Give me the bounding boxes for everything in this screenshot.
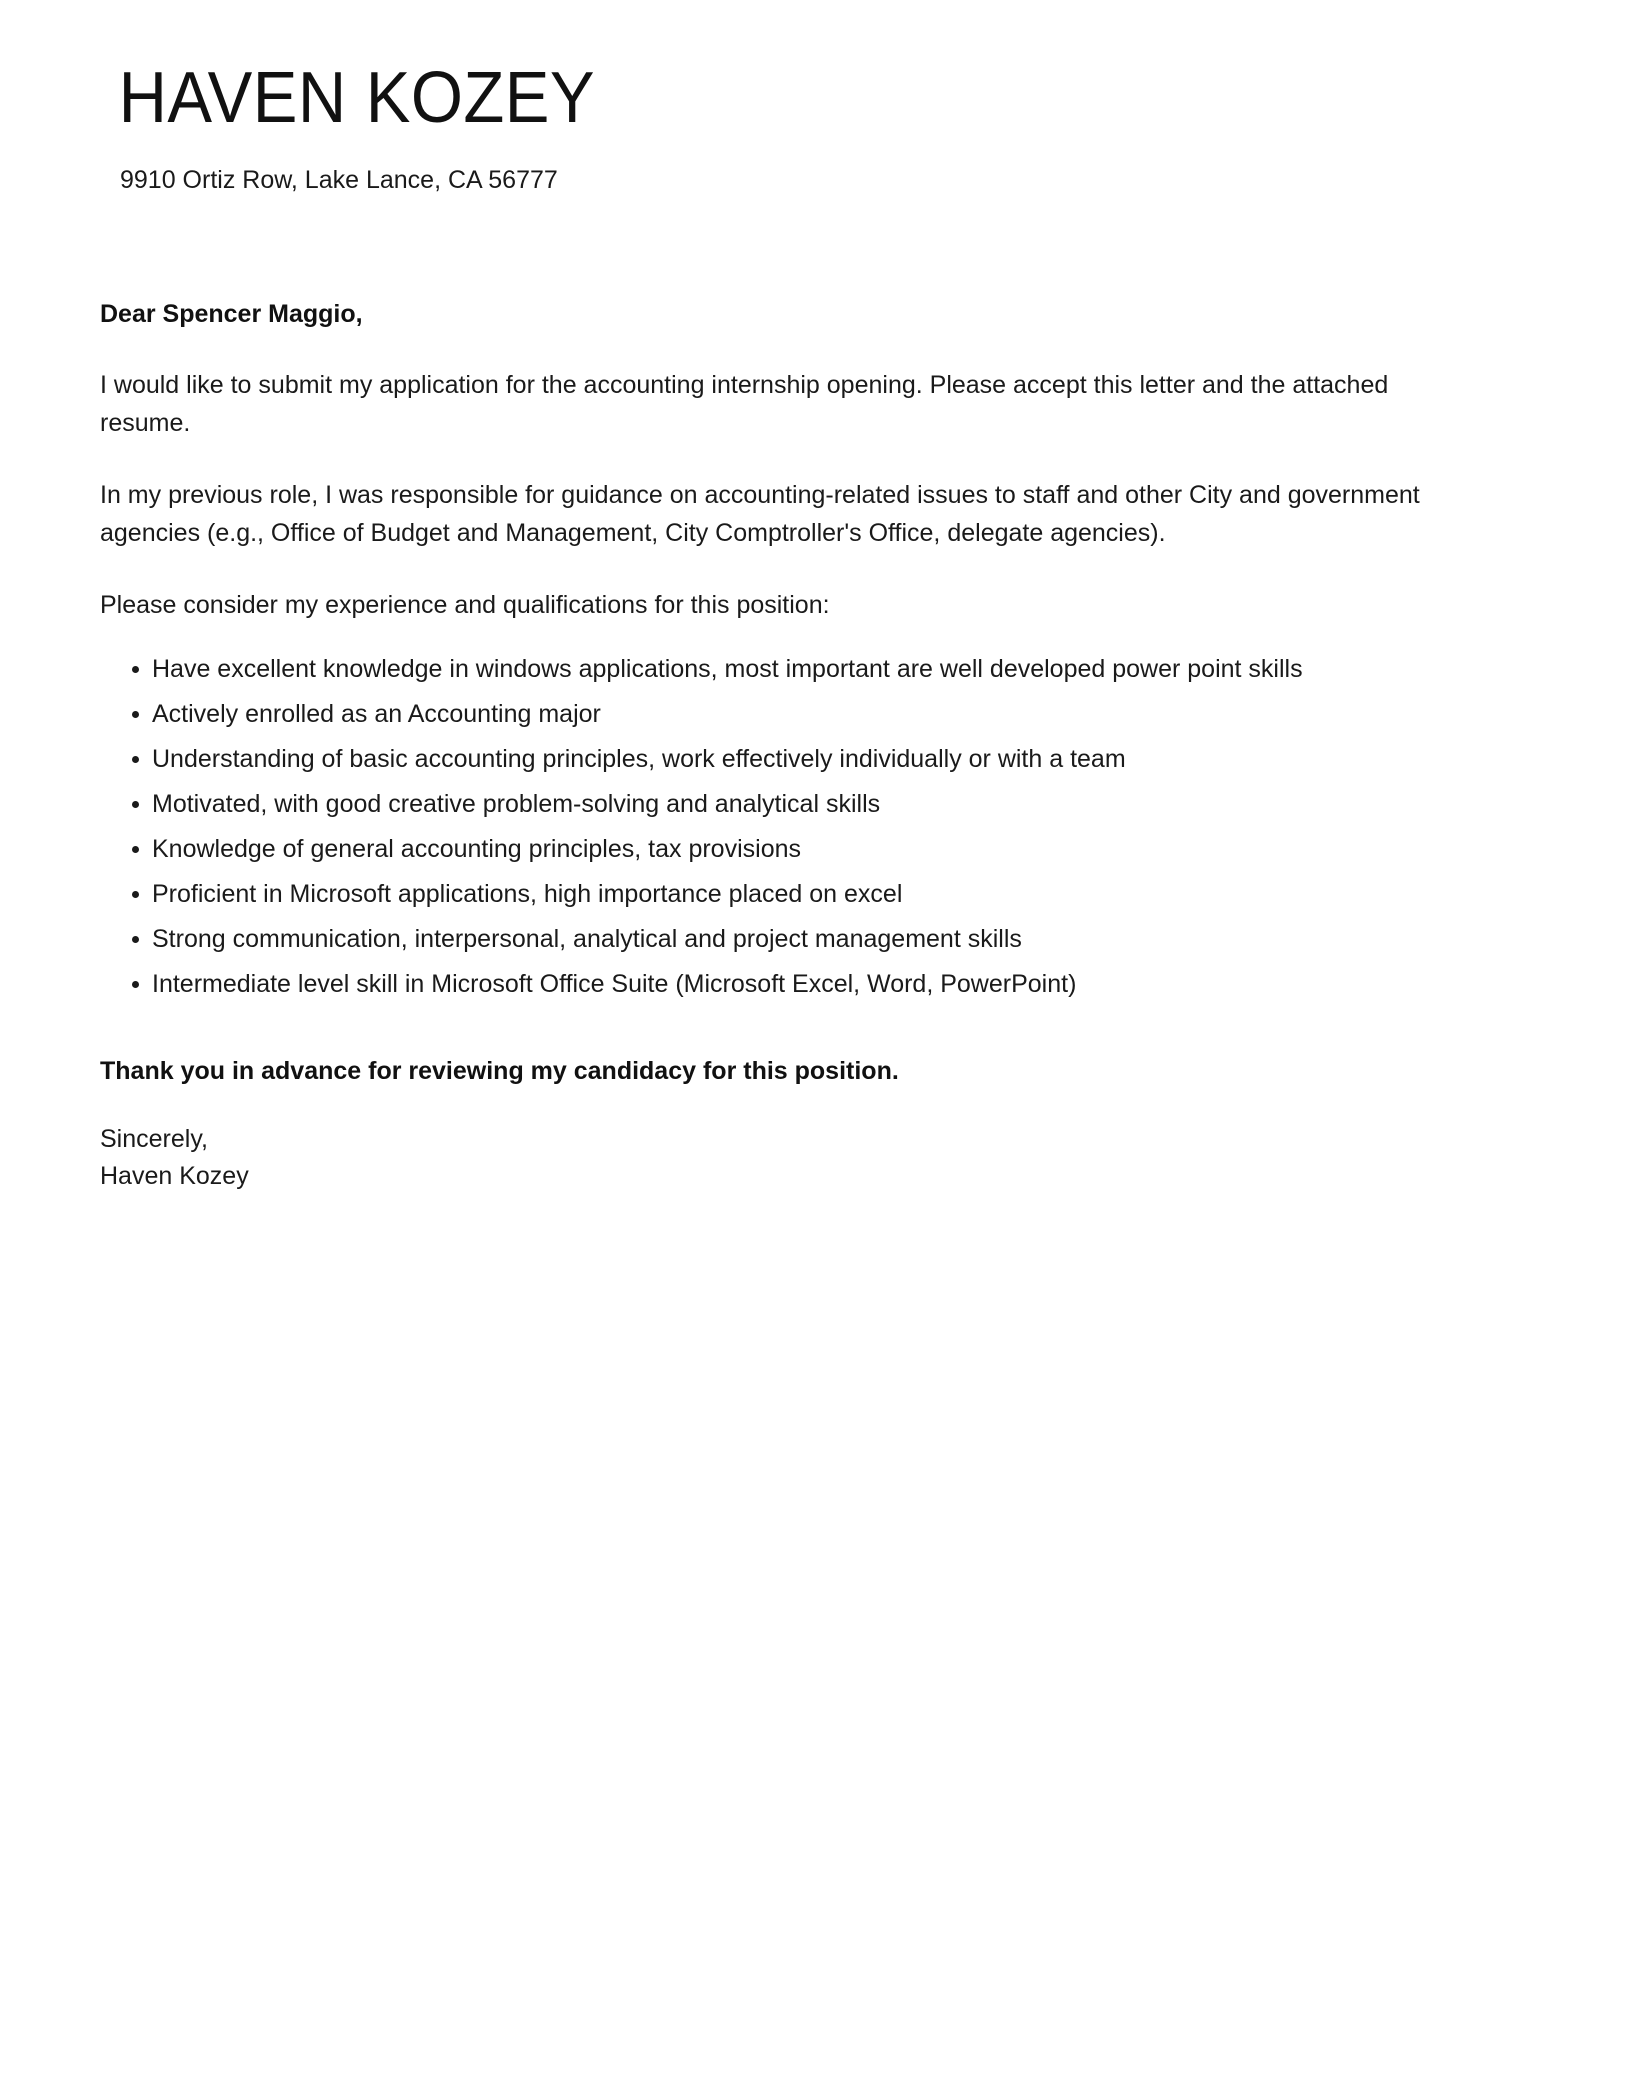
signoff-word: Sincerely, xyxy=(100,1124,208,1153)
salutation: Dear Spencer Maggio, xyxy=(100,300,363,328)
list-item: Proficient in Microsoft applications, high importance placed on excel xyxy=(100,879,1460,909)
list-item: Actively enrolled as an Accounting major xyxy=(100,699,1460,729)
skills-list xyxy=(100,624,1460,999)
signoff-name: Haven Kozey xyxy=(100,1161,249,1190)
contact-address: 9910 Ortiz Row, Lake Lance, CA 56777 xyxy=(120,166,558,194)
list-item: Strong communication, interpersonal, analytical and project management skills xyxy=(100,924,1460,954)
list-item: Knowledge of general accounting principles, tax provisions xyxy=(100,834,1460,864)
paragraph-qualifications-lead: Please consider my experience and qualifications for this position: xyxy=(100,591,830,620)
paragraph-intro: I would like to submit my application for the accounting internship opening. Please accept this letter and the attached resume. xyxy=(100,371,1389,438)
signature-block xyxy=(100,1088,1460,1195)
list-item: Have excellent knowledge in windows applications, most important are well developed power point skills xyxy=(100,654,1460,684)
list-item: Understanding of basic accounting principles, work effectively individually or with a team xyxy=(100,744,1460,774)
letter-container xyxy=(100,0,1460,1195)
paragraph-experience: In my previous role, I was responsible for guidance on accounting-related issues to staff and other City and government agencies (e.g., Office of Budget and Management, City Comptroller's Office, delegate agencies). xyxy=(100,481,1420,548)
letter-body xyxy=(100,195,1460,1195)
list-item: Motivated, with good creative problem-solving and analytical skills xyxy=(100,789,1460,819)
closing-thanks: Thank you in advance for reviewing my candidacy for this position. xyxy=(100,1057,899,1086)
list-item: Intermediate level skill in Microsoft Office Suite (Microsoft Excel, Word, PowerPoint) xyxy=(100,969,1460,999)
page-title: HAVEN KOZEY xyxy=(118,58,596,138)
